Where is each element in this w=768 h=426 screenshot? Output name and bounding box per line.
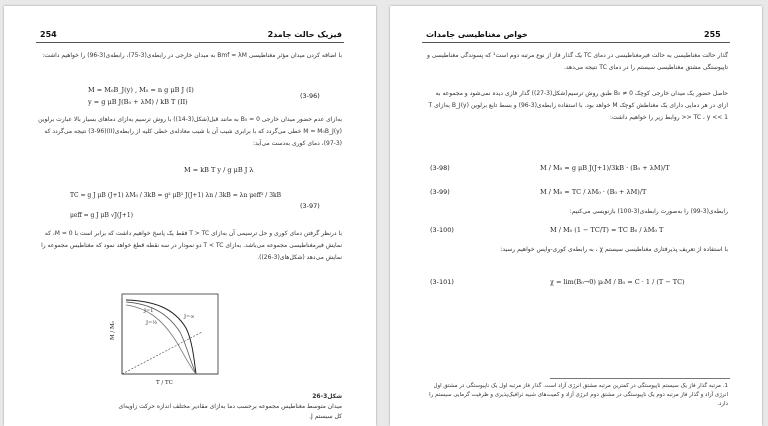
equation-number: (3-98) [430, 164, 450, 172]
equation-line: χ = lim(B₀→0) μ₀M / B₀ = C · 1 / (T − TC) [550, 278, 685, 286]
figure-caption: میدان متوسط مغناطیس مجموعه برحسب دما به‌ازای مقادیر مختلف اندازه حرکت زاویه‌ای کل سیستم J. [118, 403, 342, 420]
curve-label: J=½ [146, 320, 158, 326]
paragraph: به‌ازای عدم حضور میدان خارجی B₀ = 0 به مانند قبل(شکل(3-14)) با روش ترسیم به‌ازای دماهای بسیار بالا عبارت برلوین M = M₀B_J(y) خطی می‌گردد که با برابری شیب آن با شیب معادله‌ی خطی کلیه از رابطه‌ی(II)(3-96) نتیجه می‌گردد که (3-97)، دمای کوری به‌دست می‌آید: [38, 116, 342, 147]
paragraph: با استفاده از تعریف پذیرفتاری مغناطیسی سیستم χ ، به رابطه‌ی کوری-وایس خواهیم رسید: [500, 246, 728, 253]
paragraph: با اضافه کردن میدان مؤثر مغناطیسی Bmf = λM به میدان خارجی در رابطه‌ی(3-75)، رابطه‌ی(3-96) را خواهیم داشت: [42, 52, 342, 59]
equation-line: M / M₀ (1 − TC/T) = TC B₀ / λM₀ T [550, 226, 664, 234]
paragraph: گذار حالت مغناطیسی به حالت فیرمغناطیسی در دمای TC یک گذار فاز از نوع مرتبه دوم است¹ که پسوندگی مغناطیسی و تاپیوستگی مشتق مغناطیسی سیستم را در دمای TC نتیجه می‌دهد. [426, 52, 728, 71]
y-axis-label: M / M₀ [110, 321, 116, 340]
plot-frame [122, 294, 218, 374]
equation-number: (3-100) [430, 226, 454, 234]
figure-magnetization-curves [104, 288, 224, 388]
header-rule [36, 42, 344, 43]
left-page [4, 6, 376, 426]
equation-number: (3-99) [430, 188, 450, 196]
paragraph: رابطه‌ی(3-99) را به‌صورت رابطه‌ی(3-100) بازنویسی می‌کنیم: [569, 208, 728, 215]
equation-line: M / M₀ ≈ g μB J(J+1)/3kB · (B₀ + λM)/T [540, 164, 670, 172]
x-axis-label: T / TC [156, 380, 173, 386]
paragraph: حاصل حضور یک میدان خارجی کوچک B₀ ≠ 0 طبق روش ترسیم(شکل(3-27)) گذار فازی دیده نمی‌شود و مجموعه به ازای در هر دمایی دارای یک مغناطش کوچک M خواهد بود. با استفاده رابطه‌ی(3-96) و بسط تابع برلوین B_J(y) به‌ازای T >> TC ، y << 1 روابط زیر را خواهیم داشت: [428, 90, 728, 121]
equation-line: y = g μB J(B₀ + λM) / kB T (II) [88, 98, 188, 106]
right-page [390, 6, 762, 426]
page-number: 255 [704, 30, 721, 39]
equation-line: M = M₀B_J(y) , M₀ = n g μB J (I) [88, 86, 194, 94]
equation-number: (3-97) [300, 202, 320, 210]
footnote: 1. مرتبه گذار فاز یک سیستم ناپیوستگی در کمترین مرتبه مشتق انرژی آزاد است. گذار فاز مرتبه اول یک ناپیوستگی در مشتق اول انرژی آزاد و گذار فاز مرتبه دوم یک ناپیوستگی در مشتق دوم انرژی آزاد و کمیت‌های شبیه ترافیک‌پذیری و ظرفیت گرمایی سیستم را دارد. [429, 383, 728, 407]
equation-line: M / M₀ ≈ TC / λM₀ · (B₀ + λM)/T [540, 188, 647, 196]
equation-number: (3-96) [300, 92, 320, 100]
page-number: 254 [40, 30, 57, 39]
page-header-title: فیزیک حالت جامد2 [267, 30, 342, 39]
footnote-rule [550, 378, 730, 379]
curve-label: J=1 [144, 308, 154, 314]
page-header-title: خواص مغناطیسی جامدات [426, 30, 528, 39]
paragraph: با درنظر گرفتن دمای کوری و حل ترسیمی آن به‌ازای T > TC فقط یک پاسخ خواهیم داشت که برابر است با M = 0، که نمایش فیرمغناطیسی مجموعه می‌باشد. به‌ازای T < TC دو نمودار در سه نقطه قطع خواهد نمود که مغناطیس مجموعه را نمایش می‌دهد (شکل‌های(3-26)). [41, 230, 342, 261]
equation-line: μeff = g J μB √J(J+1) [70, 212, 133, 219]
header-rule [422, 42, 730, 43]
equation-number: (3-101) [430, 278, 454, 286]
curve-label: J=∞ [184, 314, 195, 320]
equation-line: TC = g J μB (J+1) λM₀ / 3kB = g² μB² J(J+1) λn / 3kB = λn μeff² / 3kB [70, 192, 282, 199]
figure-caption-title: شکل3-26 [312, 393, 342, 400]
equation-line: M = kB T y / g μB J λ [184, 166, 254, 174]
